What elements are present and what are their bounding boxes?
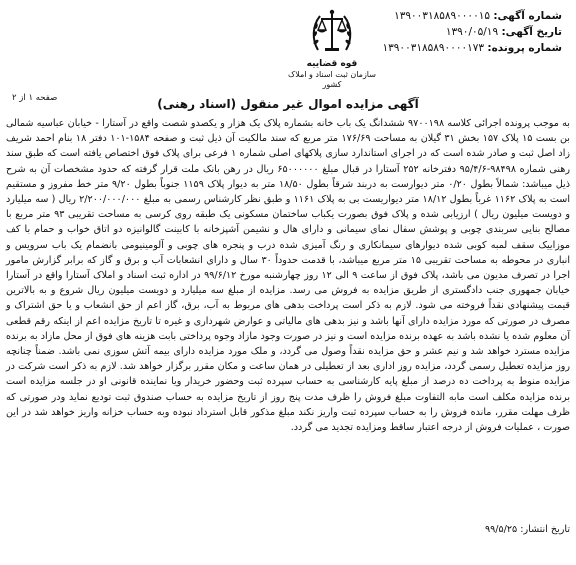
publish-date-label: تاریخ انتشار: bbox=[520, 524, 570, 535]
judiciary-emblem bbox=[282, 6, 382, 89]
notice-body bbox=[6, 116, 570, 435]
notice-title: آگهی مزایده اموال غیر منقول (اسناد رهنی) bbox=[157, 97, 419, 111]
notice-date-label: تاریخ آگهی: bbox=[501, 26, 562, 38]
file-number: ۱۳۹۰۰۳۱۸۵۸۹۰۰۰۰۱۷۳ bbox=[382, 42, 485, 54]
page-count: صفحه ۱ از ۲ bbox=[12, 93, 58, 103]
publish-date-value: ۹۹/۵/۲۵ bbox=[484, 524, 518, 535]
notice-date: ۱۳۹۰/۰۵/۱۹ bbox=[445, 26, 499, 38]
emblem-line-judiciary: قوه قضاییه bbox=[306, 59, 358, 69]
file-number-label: شماره پرونده: bbox=[487, 42, 562, 54]
notice-number: ۱۳۹۰۰۳۱۸۵۸۹۰۰۰۰۱۵ bbox=[394, 10, 490, 22]
scales-of-justice-icon bbox=[310, 6, 354, 58]
notice-number-label: شماره آگهی: bbox=[493, 10, 562, 22]
notice-body-text: به موجب پرونده اجرائی کلاسه ۹۷۰۰۱۹۸ ششدانگ یک باب خانه بشماره پلاک یک هزار و یکصدو شصت واقع در آستارا - خیابان عباسیه شمالی بن بست ۱۵ پلاک ۱۵۷ بخش ۳۱ گیلان به مساحت ۱۷۶/۶۹ متر مربع که سند مالکیت آن ذیل ثبت و صفحه ۱۵۸۴-۱۰۱ دفتر ۱۸ بنام احمد شریف زاد اصل ثبت و صادر شده است که در اجرای استاندارد سازی پلاکهای اصلی شماره ۱ فرعی برای پلاک فوق اختصاص یافته است که طبق سند رهنی شماره ۹۸۴۹۸-۹۵/۴/۶ دفترخانه ۲۵۲ آستارا در قبال مبلغ ۶۵۰۰۰۰۰۰ ریال در رهن بانک ملت قرار گرفته که حدود مشخصات آن به شرح ذیل میباشد: شمالاً بطول ۰/۲۰ متر دیوارست به دربند شرقاً بطول ۱۸/۵۰ متر به دیوار پلاک ۱۱۵۹ جنوباً بطول ۹/۲۰ متر خط مفروز و مستقیم است به پلاک ۱۱۶۲ غرباً بطول ۱۸/۱۲ متر دیواریست بی به پلاک ۱۱۶۱ و طبق نظر کارشناس رسمی به مبلغ ۲/۲۰۰/۰۰۰/۰۰۰ ریال ( سه میلیارد و دویست میلیون ریال ) ارزیابی شده و پلاک فوق بصورت یکباب ساختمان مسکونی یک طبقه روی کرسی به مساحت تقریبی ۹۳ متر مربع با مصالح بنایی سربندی چوبی و پوشش سفال نمای سیمانی و دارای هال و نشیمن آشپزخانه با کابینت گالوانیزه دو اتاق خواب و حمام با کف موزاییک سقف لمبه کوبی شده دیوارهای سیمانکاری و رنگ آمیزی شده درب و پنجره های چوبی و آلومینیومی بانضمام یک باب سرویس و انباری در محوطه به مساحت تقریبی ۱۵ متر مربع میباشد، با قدمت حدوداً ۳۰ سال و دارای انشعابات آب و برق و گاز که برابر گزارش مامور اجرا در تصرف مدیون می باشد، پلاک فوق از ساعت ۹ الی ۱۲ روز چهارشنبه مورخ ۹۹/۶/۱۲ در اداره ثبت اسناد و املاک آستارا واقع در آستارا خیابان جمهوری جنب دادگستری از طریق مزایده به فروش می رسد. مزایده از مبلغ سه میلیارد و دویست میلیون ریال شروع و به بالاترین قیمت پیشنهادی نقداً فروخته می شود. لازم به ذکر است پرداخت بدهی های مربوط به آب، برق، گاز اعم از حق انشعاب و یا حق اشتراک و مصرف در صورتی که مورد مزایده دارای آنها باشد و نیز بدهی های مالیاتی و عوارض شهرداری و غیره تا تاریخ مزایده اعم از اینکه رقم قطعی آن معلوم شده یا نشده باشد به عهده برنده مزایده است و نیز در صورت وجود مازاد وجوه پرداختی بابت هزینه های فوق از محل مازاد به برنده مزایده مسترد خواهد شد و نیم عشر و حق مزایده نقداً وصول می گردد، و ملک مورد مزایده دارای بیمه آتش سوزی نمی باشد. ضمناً چنانچه روز مزایده تعطیل رسمی گردد، مزایده روز اداری بعد از تعطیلی در همان ساعت و مکان مقرر برگزار خواهد شد. لازم به ذکر است شرکت در مزایده منوط به پرداخت ده درصد از مبلغ پایه کارشناسی به حساب سپرده ثبت وحضور خریدار ویا نماینده قانونی او در جلسه مزایده است برنده مزایده مکلف است مابه التفاوت مبلغ فروش را ظرف مدت پنج روز از تاریخ مزایده به حساب صندوق ثبت تودیع نماید ودر صورتی که ظرف مهلت مقرر، مانده فروش را به حساب سپرده ثبت واریز نکند مبلغ مذکور قابل استرداد نبوده وبه حساب خزانه واریز خواهد شد در این صورت ، عملیات فروش از درجه اعتبار ساقط ومزایده تجدید می گردد. bbox=[6, 118, 571, 434]
publish-date bbox=[270, 522, 570, 537]
emblem-line-organization: سازمان ثبت اسناد و املاک کشور bbox=[288, 70, 376, 89]
